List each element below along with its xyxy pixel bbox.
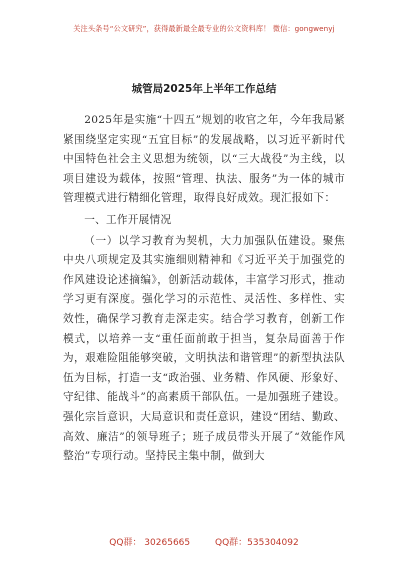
section-heading: 一、工作开展情况 [84, 213, 172, 226]
document-body [63, 111, 345, 467]
footer-qq-group-2: QQ群：535304092 [215, 538, 299, 548]
top-banner: 关注头条号“公文研究”，获得最新最全最专业的公文资料库！ 微信：gongwenyj [73, 24, 335, 33]
footer-qq-group-1: QQ群： 30265665 [109, 538, 191, 548]
intro-paragraph: 2025年是实施“十四五”规划的收官之年，今年我局紧紧围绕坚定实现“五宜目标”的发展战略，以习近平新时代中国特色社会主义思想为统领，以“三大战役”为主线，以项目建设为载体，按照“管理、执法、服务”为一体的城市管理模式进行精细化管理，取得良好成效。现汇报如下： [63, 114, 345, 205]
subsection-paragraph: （一）以学习教育为契机，大力加强队伍建设。聚焦中央八项规定及其实施细则精神和《习近平关于加强党的作风建设论述摘编》，创新活动载体，丰富学习形式，推动学习更有深度。强化学习的示范性、灵活性、多样性、实效性，确保学习教育走深走实。结合学习教育，创新工作模式，以培养一支“重任面前敢于担当，复杂局面善于作为，艰难险阻能够突破，文明执法和谐管理”的新型执法队伍为目标，打造一支“政治强、业务精、作风硬、形象好、守纪律、能战斗”的高素质干部队伍。一是加强班子建设。强化宗旨意识，大局意识和责任意识，建设“团结、勤政、高效、廉洁”的领导班子；班子成员带头开展了“效能作风整治”专项行动。坚持民主集中制，做到大 [63, 234, 345, 463]
footer [0, 535, 408, 548]
document-title: 城管局2025年上半年工作总结 [131, 83, 277, 95]
